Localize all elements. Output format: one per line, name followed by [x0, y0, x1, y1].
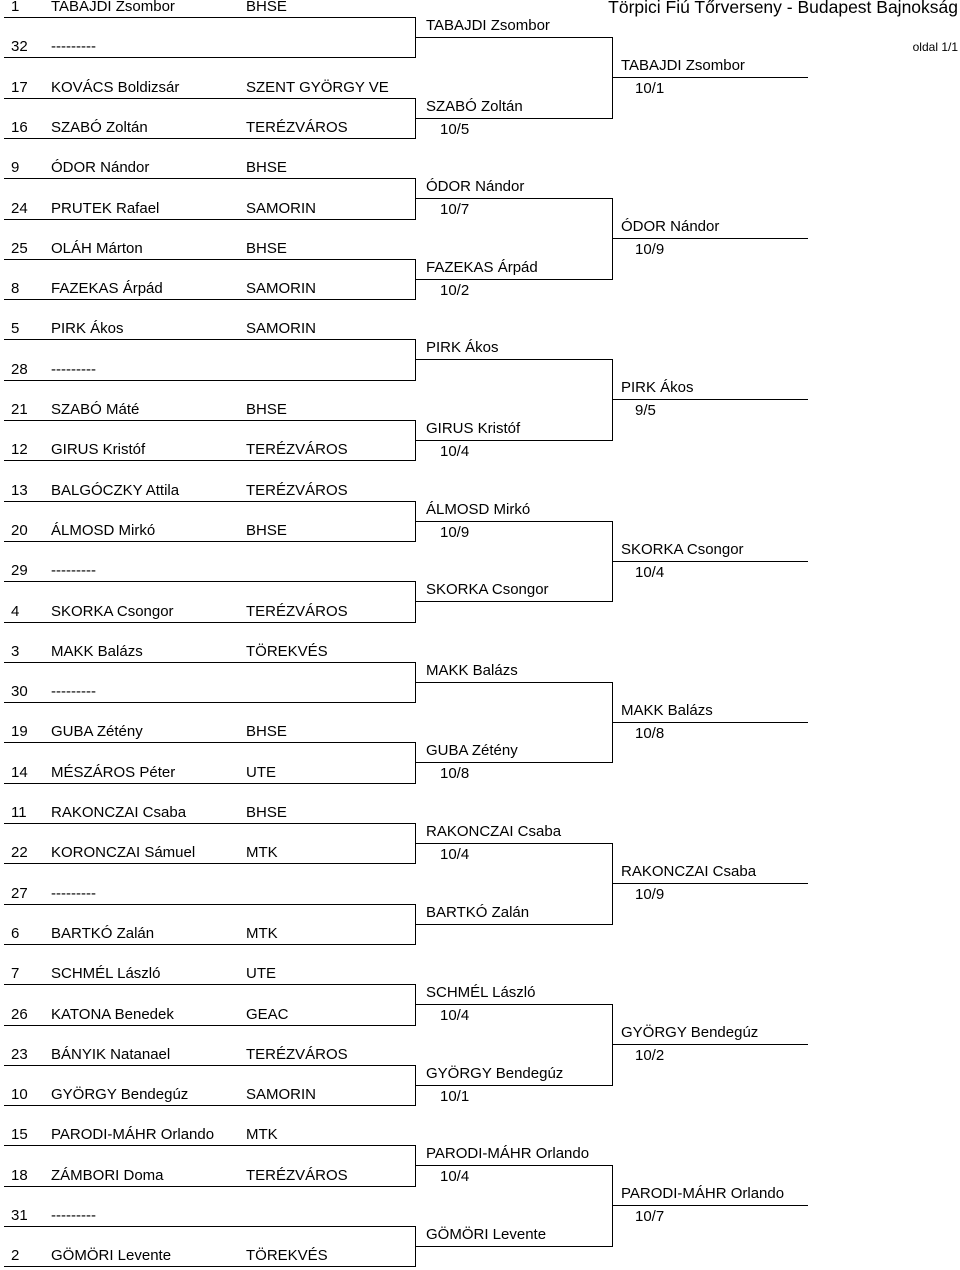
entry-seed: 5 — [11, 320, 20, 338]
entry-line — [4, 460, 416, 461]
entry-line — [4, 823, 416, 824]
entry-seed: 7 — [11, 965, 20, 983]
entry-club: SAMORIN — [246, 280, 317, 298]
round2-name: GYÖRGY Bendegúz — [426, 1064, 564, 1082]
entry-seed: 10 — [11, 1086, 28, 1104]
entry-line — [4, 1105, 416, 1106]
round2-line — [416, 762, 613, 763]
entry-line — [4, 622, 416, 623]
round3-line — [613, 883, 808, 884]
entry-name: BÁNYIK Natanael — [51, 1045, 171, 1063]
entry-club: SAMORIN — [246, 199, 317, 217]
entry-seed: 20 — [11, 521, 28, 539]
entry-line — [4, 501, 416, 502]
entry-line — [4, 1266, 416, 1267]
entry-line — [4, 702, 416, 703]
entry-seed: 1 — [11, 0, 20, 15]
round3-name: GYÖRGY Bendegúz — [621, 1024, 759, 1042]
entry-name: --------- — [51, 562, 96, 580]
entry-line — [4, 259, 416, 260]
round3-line — [613, 77, 808, 78]
entry-club: BHSE — [246, 723, 287, 741]
round3-line — [613, 1205, 808, 1206]
round3-line — [613, 238, 808, 239]
entry-name: PARODI-MÁHR Orlando — [51, 1126, 215, 1144]
entry-club: UTE — [246, 763, 276, 781]
entry-club: SAMORIN — [246, 320, 317, 338]
round2-name: ÁLMOSD Mirkó — [426, 500, 531, 518]
entry-club: TÖREKVÉS — [246, 1247, 328, 1265]
entry-club: BHSE — [246, 0, 287, 15]
entry-line — [4, 1226, 416, 1227]
entry-seed: 18 — [11, 1166, 28, 1184]
entry-seed: 4 — [11, 602, 20, 620]
entry-club: MTK — [246, 844, 278, 862]
entry-club: TÖREKVÉS — [246, 642, 328, 660]
round2-line — [416, 118, 613, 119]
round2-name: ÓDOR Nándor — [426, 178, 525, 196]
entry-name: OLÁH Márton — [51, 239, 143, 257]
entry-line — [4, 904, 416, 905]
entry-seed: 30 — [11, 683, 28, 701]
round3-score: 10/7 — [635, 1208, 665, 1226]
entry-line — [4, 581, 416, 582]
round3-score: 9/5 — [635, 402, 656, 420]
round3-name: PARODI-MÁHR Orlando — [621, 1185, 785, 1203]
entry-seed: 2 — [11, 1247, 20, 1265]
entry-name: GIRUS Kristóf — [51, 441, 146, 459]
entry-line — [4, 742, 416, 743]
entry-line — [4, 98, 416, 99]
entry-club: BHSE — [246, 159, 287, 177]
round3-name: RAKONCZAI Csaba — [621, 863, 757, 880]
entry-name: --------- — [51, 884, 96, 902]
round2-line — [416, 279, 613, 280]
round2-line — [416, 440, 613, 441]
entry-name: BARTKÓ Zalán — [51, 924, 155, 942]
entry-seed: 25 — [11, 239, 28, 257]
entry-line — [4, 863, 416, 864]
entry-name: MÉSZÁROS Péter — [51, 763, 176, 781]
entry-seed: 29 — [11, 562, 28, 580]
round3-name: SKORKA Csongor — [621, 540, 744, 558]
round2-name: RAKONCZAI Csaba — [426, 823, 562, 840]
entry-line — [4, 219, 416, 220]
round2-score: 10/9 — [440, 523, 470, 541]
round3-name: TABAJDI Zsombor — [621, 57, 745, 74]
round2-score: 10/4 — [440, 846, 470, 863]
round2-name: BARTKÓ Zalán — [426, 903, 530, 921]
entry-club: TERÉZVÁROS — [246, 441, 348, 459]
round2-score: 10/7 — [440, 201, 470, 219]
entry-club: MTK — [246, 924, 278, 942]
round2-score: 10/2 — [440, 281, 470, 299]
entry-line — [4, 1065, 416, 1066]
round3-name: MAKK Balázs — [621, 701, 713, 719]
entry-name: TABAJDI Zsombor — [51, 0, 175, 15]
round3-line — [613, 1044, 808, 1045]
entry-club: GEAC — [246, 1005, 289, 1023]
entry-name: GÖMÖRI Levente — [51, 1247, 172, 1265]
entry-club: UTE — [246, 965, 276, 983]
entry-seed: 31 — [11, 1207, 28, 1224]
round2-line — [416, 1246, 613, 1247]
entry-line — [4, 984, 416, 985]
round2-score: 10/1 — [440, 1087, 470, 1105]
entry-seed: 28 — [11, 360, 28, 378]
entry-seed: 15 — [11, 1126, 28, 1144]
entry-seed: 32 — [11, 38, 28, 56]
entry-line — [4, 17, 416, 18]
entry-seed: 24 — [11, 199, 28, 217]
entry-name: KOVÁCS Boldizsár — [51, 78, 180, 96]
entry-line — [4, 420, 416, 421]
entry-line — [4, 541, 416, 542]
entry-club: TERÉZVÁROS — [246, 1045, 348, 1063]
round3-line — [613, 561, 808, 562]
entry-club: BHSE — [246, 401, 287, 418]
entry-club: MTK — [246, 1126, 278, 1144]
entry-line — [4, 57, 416, 58]
round3-score: 10/2 — [635, 1047, 665, 1065]
round2-line — [416, 682, 613, 683]
entry-name: KATONA Benedek — [51, 1005, 174, 1023]
entry-club: TERÉZVÁROS — [246, 118, 348, 136]
entry-name: --------- — [51, 1207, 96, 1224]
round2-name: GÖMÖRI Levente — [426, 1226, 547, 1243]
entry-name: PRUTEK Rafael — [51, 199, 160, 217]
round3-score: 10/9 — [635, 886, 665, 903]
round2-name: TABAJDI Zsombor — [426, 17, 550, 34]
entry-name: KORONCZAI Sámuel — [51, 844, 196, 862]
entry-name: MAKK Balázs — [51, 642, 143, 660]
round2-line — [416, 1004, 613, 1005]
entry-name: SZABÓ Zoltán — [51, 118, 148, 136]
round2-line — [416, 601, 613, 602]
round3-score: 10/8 — [635, 724, 665, 742]
entry-name: GYÖRGY Bendegúz — [51, 1086, 189, 1104]
entry-club: TERÉZVÁROS — [246, 481, 348, 499]
entry-seed: 6 — [11, 924, 20, 942]
entry-line — [4, 1025, 416, 1026]
round2-line — [416, 359, 613, 360]
round2-name: SKORKA Csongor — [426, 581, 549, 599]
round2-line — [416, 37, 613, 38]
entry-line — [4, 178, 416, 179]
entry-line — [4, 1186, 416, 1187]
entry-name: --------- — [51, 683, 96, 701]
entry-line — [4, 299, 416, 300]
entry-seed: 21 — [11, 401, 28, 418]
entry-name: FAZEKAS Árpád — [51, 280, 163, 298]
round2-name: GUBA Zétény — [426, 742, 518, 760]
entry-line — [4, 1145, 416, 1146]
entry-name: BALGÓCZKY Attila — [51, 481, 180, 499]
entry-seed: 16 — [11, 118, 28, 136]
round2-line — [416, 1165, 613, 1166]
entry-seed: 26 — [11, 1005, 28, 1023]
entry-line — [4, 339, 416, 340]
entry-seed: 13 — [11, 481, 28, 499]
round2-line — [416, 843, 613, 844]
round3-line — [613, 722, 808, 723]
entry-name: SCHMÉL László — [51, 965, 161, 983]
entry-seed: 19 — [11, 723, 28, 741]
entry-name: ÓDOR Nándor — [51, 159, 150, 177]
round2-score: 10/5 — [440, 120, 470, 138]
round3-line — [613, 399, 808, 400]
entry-club: TERÉZVÁROS — [246, 602, 348, 620]
entry-seed: 3 — [11, 642, 20, 660]
entry-club: BHSE — [246, 521, 287, 539]
round2-score: 10/4 — [440, 1168, 470, 1186]
entry-seed: 22 — [11, 844, 28, 862]
round2-name: MAKK Balázs — [426, 661, 518, 679]
entry-seed: 27 — [11, 884, 28, 902]
entry-line — [4, 138, 416, 139]
round2-score: 10/4 — [440, 443, 470, 460]
entry-seed: 8 — [11, 280, 20, 298]
round2-score: 10/8 — [440, 765, 470, 783]
entry-seed: 17 — [11, 78, 28, 96]
round2-name: SZABÓ Zoltán — [426, 97, 523, 115]
entry-name: ÁLMOSD Mirkó — [51, 521, 156, 539]
round3-name: PIRK Ákos — [621, 379, 694, 397]
entry-line — [4, 783, 416, 784]
entry-club: BHSE — [246, 804, 287, 821]
round2-line — [416, 521, 613, 522]
entry-seed: 23 — [11, 1045, 28, 1063]
entry-club: SAMORIN — [246, 1086, 317, 1104]
tournament-title: Törpici Fiú Tőrverseny - Budapest Bajnokság — [608, 0, 958, 17]
entry-seed: 9 — [11, 159, 20, 177]
round2-score: 10/4 — [440, 1007, 470, 1025]
entry-name: GUBA Zétény — [51, 723, 143, 741]
round2-name: GIRUS Kristóf — [426, 420, 521, 437]
entry-name: --------- — [51, 360, 96, 378]
round3-name: ÓDOR Nándor — [621, 218, 720, 236]
entry-seed: 14 — [11, 763, 28, 781]
entry-line — [4, 662, 416, 663]
round2-name: FAZEKAS Árpád — [426, 258, 538, 276]
round3-score: 10/9 — [635, 241, 665, 259]
round2-name: PIRK Ákos — [426, 339, 499, 357]
round3-score: 10/4 — [635, 563, 665, 581]
entry-name: SZABÓ Máté — [51, 401, 140, 418]
entry-seed: 11 — [11, 804, 27, 821]
entry-name: SKORKA Csongor — [51, 602, 174, 620]
entry-name: ZÁMBORI Doma — [51, 1166, 164, 1184]
entry-club: SZENT GYÖRGY VE — [246, 78, 389, 96]
round2-line — [416, 924, 613, 925]
entry-name: RAKONCZAI Csaba — [51, 804, 187, 821]
round2-line — [416, 1085, 613, 1086]
entry-name: --------- — [51, 38, 96, 56]
entry-name: PIRK Ákos — [51, 320, 124, 338]
entry-club: BHSE — [246, 239, 287, 257]
entry-line — [4, 380, 416, 381]
page-indicator: oldal 1/1 — [912, 40, 958, 54]
entry-line — [4, 944, 416, 945]
round3-score: 10/1 — [635, 80, 665, 97]
round2-line — [416, 198, 613, 199]
entry-club: TERÉZVÁROS — [246, 1166, 348, 1184]
round2-name: PARODI-MÁHR Orlando — [426, 1145, 590, 1163]
round2-name: SCHMÉL László — [426, 984, 536, 1002]
entry-seed: 12 — [11, 441, 28, 459]
